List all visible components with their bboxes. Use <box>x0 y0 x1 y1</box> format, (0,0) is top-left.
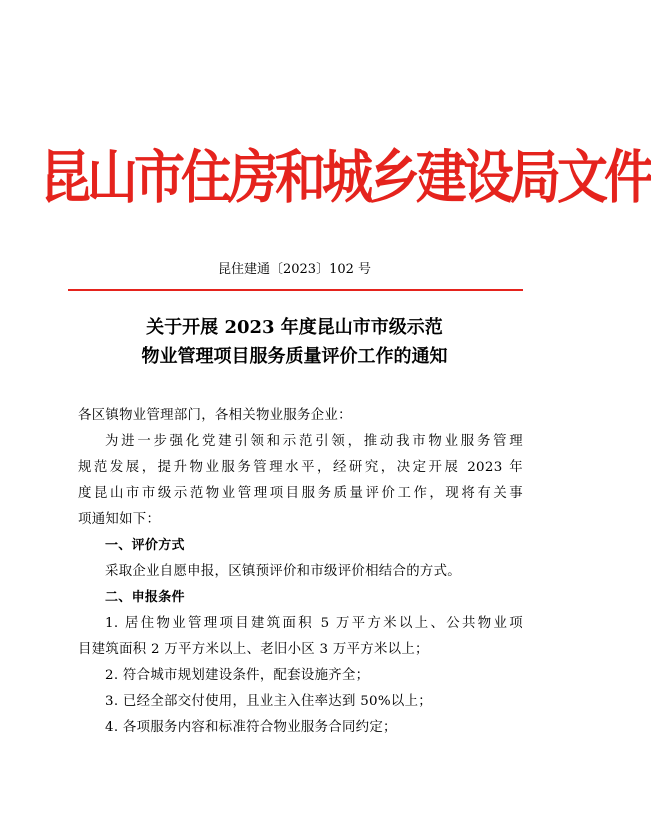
section-1-text: 采取企业自愿申报，区镇预评价和市级评价相结合的方式。 <box>105 564 461 579</box>
notice-body <box>78 403 523 741</box>
section-2-heading: 二、申报条件 <box>105 590 185 605</box>
document-number: 昆住建通〔2023〕102 号 <box>217 262 372 277</box>
notice-title-line-2: 物业管理项目服务质量评价工作的通知 <box>141 346 448 367</box>
intro-line-4: 项通知如下： <box>78 512 161 527</box>
condition-4: 4. 各项服务内容和标准符合物业服务合同约定； <box>105 720 397 735</box>
red-divider-line <box>68 289 523 291</box>
notice-title <box>0 313 589 371</box>
condition-1-line-2: 目建筑面积 2 万平方米以上、老旧小区 3 万平方米以上； <box>78 642 429 657</box>
salutation: 各区镇物业管理部门，各相关物业服务企业： <box>78 408 352 423</box>
condition-1-line-1: 1. 居住物业管理项目建筑面积 5 万平方米以上、公共物业项 <box>105 616 523 631</box>
notice-title-line-1: 关于开展 2023 年度昆山市市级示范 <box>146 317 443 338</box>
section-1-heading: 一、评价方式 <box>105 538 185 553</box>
condition-3: 3. 已经全部交付使用，且业主入住率达到 50%以上； <box>105 694 432 709</box>
issuing-authority-title: 昆山市住房和城乡建设局文件 <box>40 144 651 212</box>
intro-line-1: 为进一步强化党建引领和示范引领，推动我市物业服务管理 <box>105 434 523 449</box>
condition-2: 2. 符合城市规划建设条件，配套设施齐全； <box>105 668 370 683</box>
intro-line-3: 度昆山市市级示范物业管理项目服务质量评价工作，现将有关事 <box>78 486 523 501</box>
intro-line-2: 规范发展，提升物业服务管理水平，经研究，决定开展 2023 年 <box>78 460 523 475</box>
